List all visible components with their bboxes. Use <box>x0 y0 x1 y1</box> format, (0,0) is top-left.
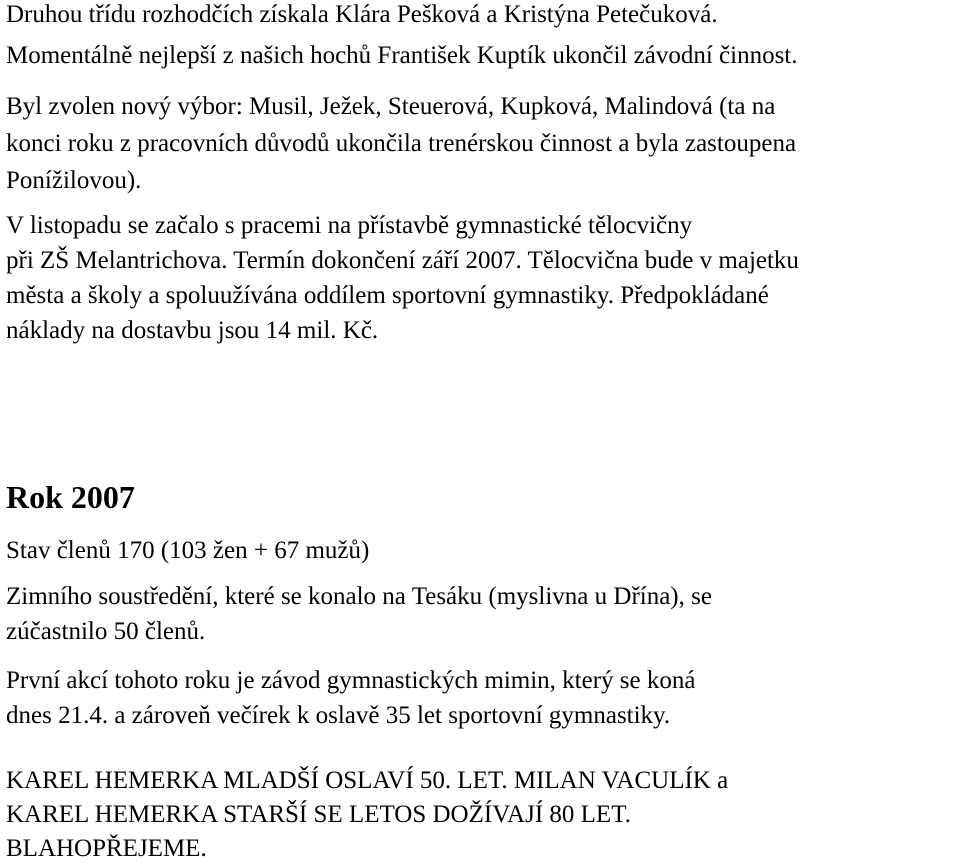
paragraph-camp-line: zúčastnilo 50 členů. <box>6 618 206 645</box>
paragraph-members: Stav členů 170 (103 žen + 67 mužů) <box>6 537 370 564</box>
paragraph-committee-line: konci roku z pracovních důvodů ukončila trenérskou činnost a byla zastoupena <box>6 130 797 157</box>
paragraph-event-line: dnes 21.4. a zároveň večírek k oslavě 35 let sportovní gymnastiky. <box>6 702 671 729</box>
paragraph-gym-line: náklady na dostavbu jsou 14 mil. Kč. <box>6 317 379 344</box>
paragraph-committee-line: Ponížilovou). <box>6 167 142 194</box>
paragraph-birthdays-line: BLAHOPŘEJEME. <box>6 835 207 862</box>
paragraph-birthdays-line: KAREL HEMERKA MLADŠÍ OSLAVÍ 50. LET. MILAN VACULÍK a <box>6 767 729 794</box>
paragraph-retired: Momentálně nejlepší z našich hochů František Kuptík ukončil závodní činnost. <box>6 42 798 69</box>
paragraph-event-line: První akcí tohoto roku je závod gymnastických mimin, který se koná <box>6 667 696 694</box>
paragraph-gym-line: při ZŠ Melantrichova. Termín dokončení září 2007. Tělocvična bude v majetku <box>6 247 799 274</box>
paragraph-committee-line: Byl zvolen nový výbor: Musil, Ježek, Steuerová, Kupková, Malindová (ta na <box>6 93 776 120</box>
section-heading-2007: Rok 2007 <box>6 479 135 515</box>
paragraph-judges: Druhou třídu rozhodčích získala Klára Pešková a Kristýna Petečuková. <box>6 1 718 28</box>
paragraph-gym-line: města a školy a spoluužívána oddílem sportovní gymnastiky. Předpokládané <box>6 282 769 309</box>
paragraph-camp-line: Zimního soustředění, které se konalo na Tesáku (myslivna u Dřína), se <box>6 583 712 610</box>
paragraph-birthdays-line: KAREL HEMERKA STARŠÍ SE LETOS DOŽÍVAJÍ 80 LET. <box>6 801 631 828</box>
paragraph-gym-line: V listopadu se začalo s pracemi na přístavbě gymnastické tělocvičny <box>6 212 693 239</box>
